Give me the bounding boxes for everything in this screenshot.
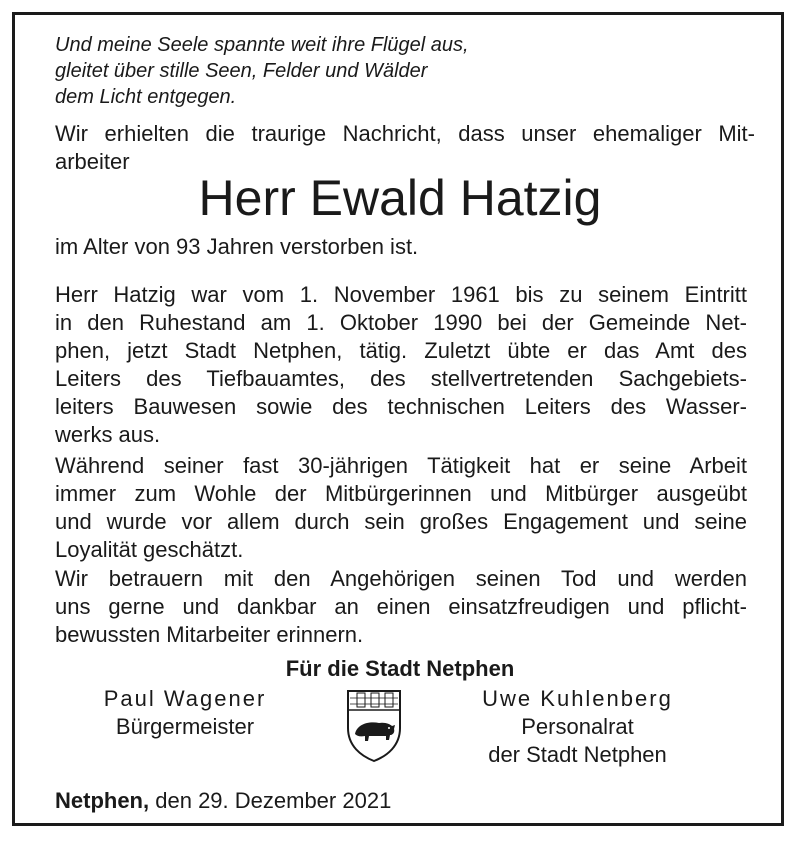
paragraph-line: leiters Bauwesen sowie des technischen Leiters des Wasser-: [55, 394, 747, 419]
paragraph-line: werks aus.: [55, 422, 161, 447]
paragraph-tribute: [55, 452, 747, 564]
signatory-title: Personalrat: [521, 714, 634, 739]
signatory-right: [460, 685, 695, 769]
paragraph-line: und wurde vor allem durch sein großes Engagement und seine: [55, 509, 747, 534]
paragraph-line: phen, jetzt Stadt Netphen, tätig. Zuletzt übte er das Amt des: [55, 338, 747, 363]
age-statement: im Alter von 93 Jahren verstorben ist.: [55, 234, 419, 259]
paragraph-line: Herr Hatzig war vom 1. November 1961 bis zu seinem Eintritt: [55, 282, 747, 307]
signatory-name: Paul Wagener: [103, 686, 267, 711]
paragraph-mourning: [55, 565, 747, 649]
poem-line: dem Licht entgegen.: [55, 86, 237, 108]
signatory-title: Bürgermeister: [115, 714, 255, 739]
deceased-name: Herr Ewald Hatzig: [198, 170, 602, 226]
paragraph-line: bewussten Mitarbeiter erinnern.: [55, 622, 364, 647]
paragraph-line: in den Ruhestand am 1. Oktober 1990 bei der Gemeinde Net-: [55, 310, 747, 335]
date-place: Netphen,: [55, 788, 150, 813]
signatory-name: Uwe Kuhlenberg: [482, 686, 673, 711]
poem-line: gleitet über stille Seen, Felder und Wälder: [55, 60, 428, 82]
intro-line: arbeiter: [55, 149, 130, 174]
paragraph-line: Leiters des Tiefbauamtes, des stellvertretenden Sachgebiets-: [55, 366, 747, 391]
paragraph-line: uns gerne und dankbar an einen einsatzfreudigen und pflicht-: [55, 594, 747, 619]
organization-heading: Für die Stadt Netphen: [285, 656, 515, 681]
paragraph-line: Während seiner fast 30-jährigen Tätigkeit hat er seine Arbeit: [55, 453, 747, 478]
paragraph-line: Wir betrauern mit den Angehörigen seinen Tod und werden: [55, 566, 747, 591]
paragraph-line: Loyalität geschätzt.: [55, 537, 244, 562]
date-text: den 29. Dezember 2021: [155, 788, 392, 813]
date-line: [55, 787, 391, 815]
intro-line: Wir erhielten die traurige Nachricht, dass unser ehemaliger Mit-: [55, 121, 755, 146]
coat-of-arms-icon: [345, 688, 403, 764]
paragraph-line: immer zum Wohle der Mitbürgerinnen und Mitbürger ausgeübt: [55, 481, 747, 506]
poem: [55, 32, 469, 110]
paragraph-career: [55, 281, 747, 449]
poem-line: Und meine Seele spannte weit ihre Flügel aus,: [55, 34, 469, 56]
signatory-left: [85, 685, 285, 741]
signatory-title: der Stadt Netphen: [488, 742, 667, 767]
